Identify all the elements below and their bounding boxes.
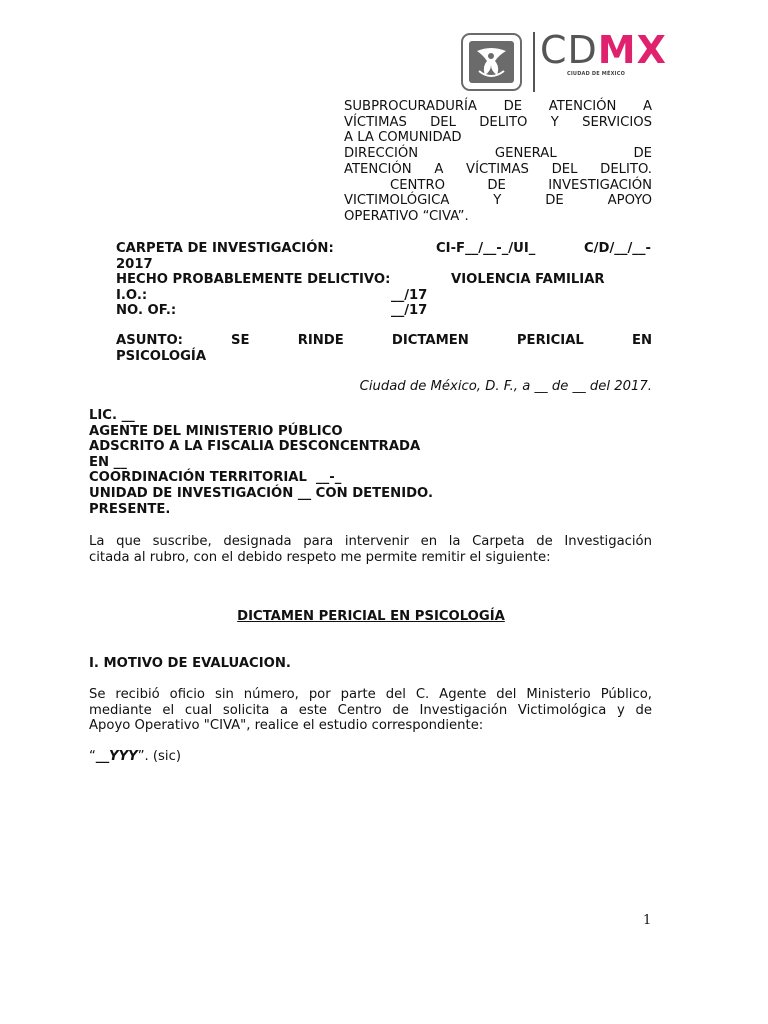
section-1-title: I. MOTIVO DE EVALUACION. (89, 656, 291, 671)
io-value: __/17 (391, 288, 428, 303)
institution-line: VICTIMOLÓGICA Y DE APOYO (344, 193, 652, 209)
recipient-line: COORDINACIÓN TERRITORIAL __-_ (89, 470, 342, 486)
government-seal-logo (461, 33, 522, 91)
institution-line: SUBPROCURADURÍA DE ATENCIÓN A (344, 99, 652, 114)
carpeta-label: CARPETA DE INVESTIGACIÓN: (116, 241, 334, 256)
nof-row (116, 303, 656, 319)
quote-close: ” (137, 749, 145, 764)
section-1-line-3: Apoyo Operativo "CIVA", realice el estudio correspondiente: (89, 718, 484, 734)
recipient-line: EN __ (89, 454, 127, 470)
hecho-row (116, 272, 656, 288)
cdmx-logo-subtitle: CIUDAD DE MÉXICO (567, 71, 626, 77)
asunto-line-2: PSICOLOGÍA (116, 348, 207, 364)
quote-suffix: . (sic) (144, 749, 181, 764)
dictamen-title: DICTAMEN PERICIAL EN PSICOLOGÍA (237, 609, 505, 624)
io-row (116, 288, 656, 304)
cdmx-logo: CDMX (540, 28, 667, 72)
carpeta-value-2: C/D/__/__- (584, 241, 651, 256)
carpeta-row (116, 241, 656, 257)
hecho-value: VIOLENCIA FAMILIAR (451, 272, 605, 287)
carpeta-year: 2017 (116, 257, 153, 272)
recipient-line: LIC. __ (89, 408, 135, 423)
asunto-block (116, 333, 652, 364)
recipient-line: PRESENTE. (89, 501, 171, 517)
nof-value: __/17 (391, 303, 428, 318)
section-1-line-1: Se recibió oficio sin número, por parte del C. Agente del Ministerio Público, (89, 687, 652, 702)
hecho-label: HECHO PROBABLEMENTE DELICTIVO: (116, 272, 391, 287)
asunto-line-1: ASUNTO: SE RINDE DICTAMEN PERICIAL EN (116, 333, 652, 348)
recipient-line: UNIDAD DE INVESTIGACIÓN __ CON DETENIDO. (89, 485, 433, 501)
institution-line: CENTRO DE INVESTIGACIÓN (390, 177, 652, 193)
intro-line-1: La que suscribe, designada para intervenir en la Carpeta de Investigación (89, 534, 652, 549)
institution-heading (344, 99, 652, 225)
section-1-paragraph (89, 687, 652, 734)
quoted-request (89, 749, 181, 764)
institution-line: VÍCTIMAS DEL DELITO Y SERVICIOS (344, 114, 652, 130)
io-label: I.O.: (116, 288, 148, 303)
eagle-emblem-icon (469, 41, 514, 83)
date-line: Ciudad de México, D. F., a __ de __ del 2017. (359, 379, 652, 394)
quote-text: __YYY (95, 749, 138, 764)
institution-line: DIRECCIÓN GENERAL DE (344, 146, 652, 162)
carpeta-value: CI-F__/__-_/UI_ (436, 241, 536, 256)
page-number: 1 (643, 913, 652, 928)
institution-line: A LA COMUNIDAD (344, 130, 462, 146)
intro-line-2: citada al rubro, con el debido respeto me permite remitir el siguiente: (89, 549, 551, 565)
recipient-line: AGENTE DEL MINISTERIO PÚBLICO (89, 423, 343, 439)
section-1-line-2: mediante el cual solicita a este Centro de Investigación Victimológica y de (89, 702, 652, 718)
institution-line: ATENCIÓN A VÍCTIMAS DEL DELITO. (344, 161, 652, 177)
recipient-line: ADSCRITO A LA FISCALIA DESCONCENTRADA (89, 439, 421, 455)
nof-label: NO. OF.: (116, 303, 177, 318)
intro-paragraph (89, 534, 652, 565)
recipient-block (89, 408, 433, 517)
logo-divider (533, 32, 535, 92)
institution-line: OPERATIVO “CIVA”. (344, 208, 469, 224)
quote-open: “ (89, 749, 96, 764)
